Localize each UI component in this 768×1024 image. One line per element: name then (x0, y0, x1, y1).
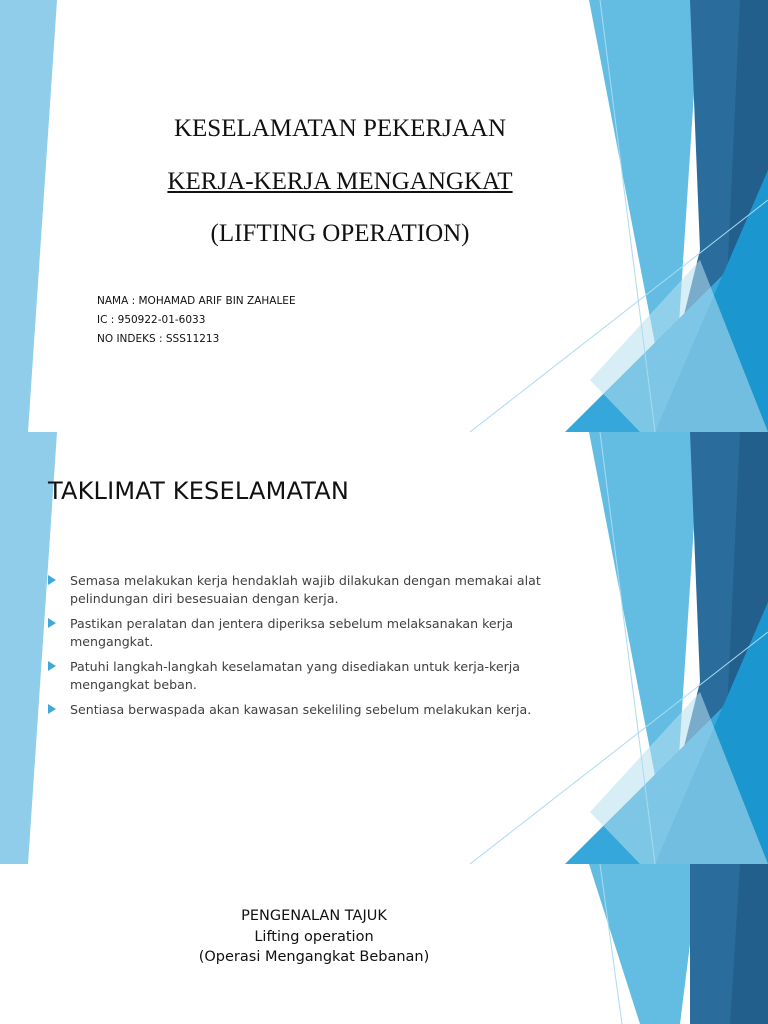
bullet-arrow-icon (48, 704, 56, 714)
list-item (48, 572, 558, 608)
title-line-3: (LIFTING OPERATION) (210, 220, 470, 247)
title-line-2: KERJA-KERJA MENGANGKAT (167, 168, 513, 195)
bullet-arrow-icon (48, 618, 56, 628)
bullet-list (48, 572, 558, 726)
bullet-text: Pastikan peralatan dan jentera diperiksa sebelum melaksanakan kerja mengangkat. (70, 616, 514, 649)
slide-safety-briefing (0, 432, 768, 864)
slide-title (0, 0, 768, 432)
intro-subtitle: Lifting operation (254, 929, 374, 945)
bullet-arrow-icon (48, 661, 56, 671)
info-indeks: NO INDEKS : SSS11213 (97, 333, 220, 345)
bullet-text: Semasa melakukan kerja hendaklah wajib dilakukan dengan memakai alat pelindungan diri besesuaian dengan kerja. (70, 573, 541, 606)
bullet-text: Patuhi langkah-langkah keselamatan yang disediakan untuk kerja-kerja mengangkat beban. (70, 659, 520, 692)
intro-translation: (Operasi Mengangkat Bebanan) (198, 949, 430, 965)
list-item (48, 701, 558, 719)
info-ic: IC : 950922-01-6033 (97, 314, 206, 326)
info-nama: NAMA : MOHAMAD ARIF BIN ZAHALEE (97, 295, 296, 307)
list-item (48, 615, 558, 651)
slide-heading: TAKLIMAT KESELAMATAN (48, 477, 350, 505)
title-line-1: KESELAMATAN PEKERJAAN (173, 115, 507, 142)
bullet-text: Sentiasa berwaspada akan kawasan sekeliling sebelum melakukan kerja. (70, 702, 532, 717)
slide-introduction (0, 864, 768, 1024)
intro-heading: PENGENALAN TAJUK (241, 908, 387, 924)
list-item (48, 658, 558, 694)
bullet-arrow-icon (48, 575, 56, 585)
slide-decoration (0, 0, 768, 432)
